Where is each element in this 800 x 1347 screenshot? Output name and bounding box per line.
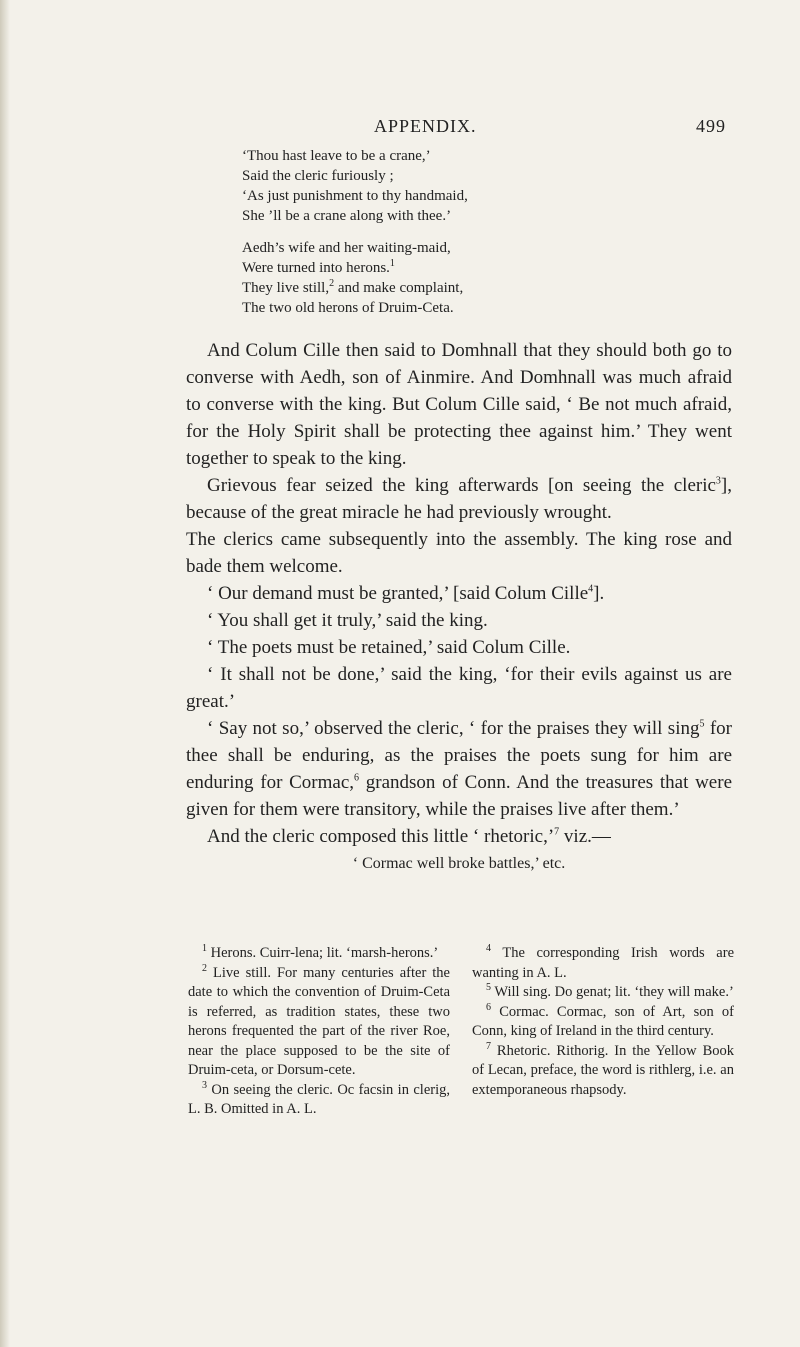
paragraph: And the cleric composed this little ‘ rhetoric,’$^7$ viz.— [207,826,611,847]
paragraph: ‘ It shall not be done,’ said the king, ‘for their evils against us are great.’ [186,664,732,712]
paragraph: The clerics came subsequently into the assembly. The king rose and bade them welcome. [186,529,732,577]
footnote: $^5$ Will sing. Do genat; lit. ‘they will make.’ [486,982,734,1000]
running-title: APPENDIX. [374,116,477,136]
footnote-ref: 3 [715,475,721,487]
footnote-ref: 5 [699,718,705,730]
poem-line: She ’ll be a crane along with thee.’ [242,208,452,224]
paragraph: ‘ The poets must be retained,’ said Colum Cille. [207,637,571,658]
poem-line: They live still,$^2$ and make complaint, [242,278,464,296]
footnote-ref: 2 [329,278,335,289]
paragraph: And Colum Cille then said to Domhnall that they should both go to converse with Aedh, son of Ainmire. And Domhnall was much afraid to converse with the king. But Colum Cille said, ‘ Be not much afraid, for the Holy Spirit shall be protecting thee against him.’ They went together to speak to the king. [186,340,732,469]
paragraph: ‘ You shall get it truly,’ said the king. [207,610,488,631]
footnote: $^7$ Rhetoric. Rithorig. In the Yellow Book of Lecan, preface, the word is rithlerg, i.e. an extemporaneous rhapsody. [472,1040,734,1098]
footnote-ref: 4 [588,583,594,595]
poem-line: ‘Thou hast leave to be a crane,’ [242,148,431,164]
footnote: $^4$ The corresponding Irish words are wanting in A. L. [472,943,734,981]
footnote-ref: 7 [554,826,560,838]
poem-line: ‘As just punishment to thy handmaid, [242,188,468,204]
footnote: $^6$ Cormac. Cormac, son of Art, son of Conn, king of Ireland in the third century. [472,1001,734,1039]
footnote-ref: 6 [354,772,360,784]
poem-block [242,146,722,318]
main-text [186,337,732,877]
paragraph: Grievous fear seized the king afterwards [on seeing the cleric$^3$], because of the great miracle he had previously wrought. [186,475,732,523]
page-number: 499 [696,116,726,136]
footnote: $^3$ On seeing the cleric. Oc facsin in clerig, L. B. Omitted in A. L. [188,1079,450,1117]
paragraph: ‘ Say not so,’ observed the cleric, ‘ for the praises they will sing$^5$ for thee shall be enduring, as the praises the poets sung for him are enduring for Cormac,$^6$ grandson of Conn. And the treasures that were given for them were transitory, while the praises live after them.’ [186,718,732,820]
poem-line: Were turned into herons.$^1$ [242,258,395,276]
footnotes-right-column [472,944,734,1100]
poem-line: Aedh’s wife and her waiting-maid, [242,240,451,256]
footnote: $^1$ Herons. Cuirr-lena; lit. ‘marsh-herons.’ [202,943,439,961]
page-edge-shadow [0,0,10,1347]
paragraph: ‘ Our demand must be granted,’ [said Colum Cille$^4$]. [207,583,605,604]
poem-line: Said the cleric furiously ; [242,168,394,184]
poem-line: The two old herons of Druim-Ceta. [242,300,454,316]
verse-quote: ‘ Cormac well broke battles,’ etc. [352,855,566,872]
footnote-ref: 1 [389,258,395,269]
footnotes-left-column [188,944,450,1120]
footnote: $^2$ Live still. For many centuries after the date to which the convention of Druim-Ceta is referred, as tradition states, these two herons frequented the part of the river Roe, near the place supposed to be the site of Druim-ceta, or Dorsum-cete. [188,962,450,1078]
